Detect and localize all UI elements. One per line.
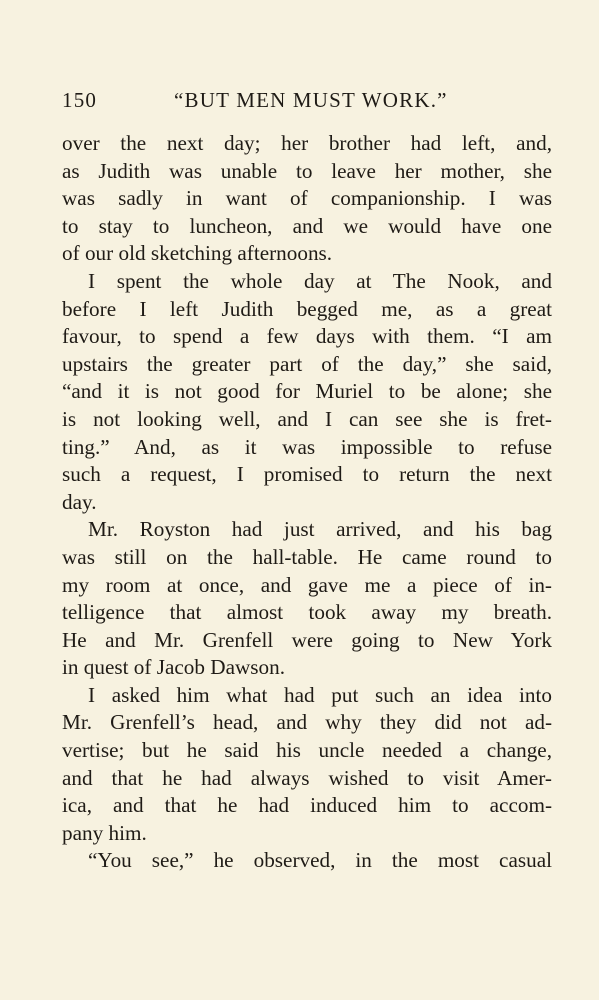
text-line: favour, to spend a few days with them. “I am — [62, 324, 552, 349]
text-line: pany him. — [62, 820, 147, 845]
text-line: before I left Judith begged me, as a great — [62, 296, 552, 321]
text-line: Mr. Grenfell’s head, and why they did not ad- — [62, 710, 552, 735]
text-line: and that he had always wished to visit Amer- — [62, 765, 552, 790]
text-line: to stay to luncheon, and we would have one — [62, 213, 552, 238]
text-line: day. — [62, 489, 97, 514]
page-number: 150 — [62, 88, 98, 112]
body-text — [62, 130, 552, 875]
text-line: upstairs the greater part of the day,” she said, — [62, 351, 552, 376]
text-line: Mr. Royston had just arrived, and his bag — [88, 517, 552, 542]
text-line: ica, and that he had induced him to accom- — [62, 793, 552, 818]
text-line: I spent the whole day at The Nook, and — [88, 268, 552, 293]
text-line: “and it is not good for Muriel to be alone; she — [62, 379, 552, 404]
text-line: I asked him what had put such an idea into — [88, 682, 552, 707]
text-line: over the next day; her brother had left, and, — [62, 131, 552, 155]
text-line: as Judith was unable to leave her mother, she — [62, 158, 552, 183]
text-line: was still on the hall-table. He came round to — [62, 544, 552, 569]
running-title: “BUT MEN MUST WORK.” — [174, 88, 448, 112]
text-line: was sadly in want of companionship. I was — [62, 186, 552, 211]
text-line: such a request, I promised to return the next — [62, 462, 552, 487]
text-line: “You see,” he observed, in the most casual — [88, 848, 552, 873]
text-line: in quest of Jacob Dawson. — [62, 655, 286, 680]
text-line: my room at once, and gave me a piece of in- — [62, 572, 552, 597]
text-line: ting.” And, as it was impossible to refuse — [62, 434, 552, 459]
text-line: vertise; but he said his uncle needed a change, — [62, 738, 552, 763]
text-line: of our old sketching afternoons. — [62, 241, 333, 266]
page-header — [62, 88, 552, 118]
text-line: He and Mr. Grenfell were going to New York — [62, 627, 552, 652]
text-line: telligence that almost took away my breath. — [62, 600, 552, 625]
text-line: is not looking well, and I can see she is fret- — [62, 406, 552, 431]
